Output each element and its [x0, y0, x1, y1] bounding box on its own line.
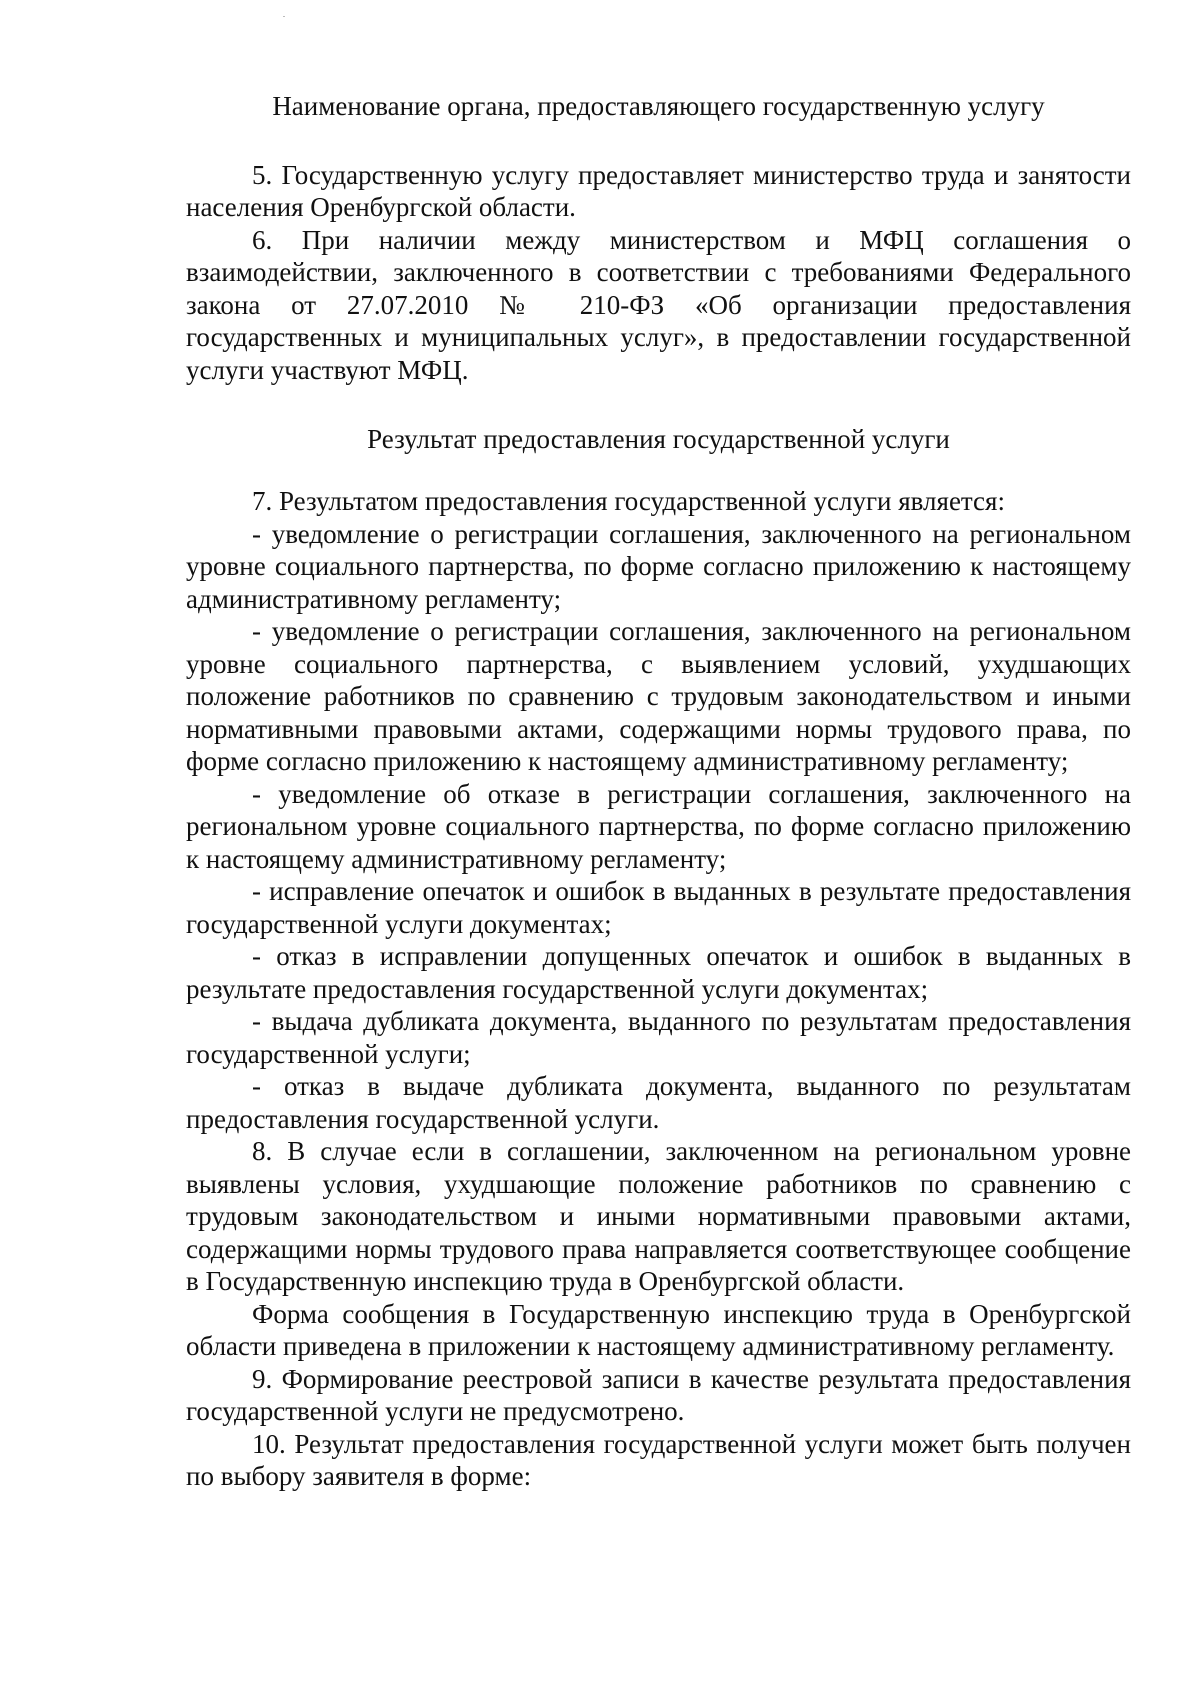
- list-item-notice-registration: - уведомление о регистрации соглашения, заключенного на региональном уровне социального партнерства, по форме согласно приложению к настоящему административному регламенту;: [186, 518, 1131, 614]
- paragraph-10: 10. Результат предоставления государственной услуги может быть получен по выбору заявителя в форме:: [186, 1428, 1131, 1491]
- section-heading-organ: Наименование органа, предоставляющего государственную услугу: [272, 91, 1045, 121]
- list-item-notice-refusal: - уведомление об отказе в регистрации соглашения, заключенного на региональном уровне социального партнерства, по форме согласно приложению к настоящему административному регламенту;: [186, 778, 1131, 874]
- paragraph-5: 5. Государственную услугу предоставляет министерство труда и занятости населения Оренбургской области.: [186, 159, 1131, 222]
- list-item-correction: - исправление опечаток и ошибок в выданных в результате предоставления государственной услуги документах;: [186, 876, 1131, 939]
- section-heading-result: Результат предоставления государственной услуги: [367, 424, 950, 454]
- paragraph-8: 8. В случае если в соглашении, заключенном на региональном уровне выявлены условия, ухудшающие положение работников по сравнению с трудовым законодательством и иными нормативными правовыми актами, содержащими нормы трудового права направляется соответствующее сообщение в Государственную инспекцию труда в Оренбургской области.: [186, 1136, 1131, 1296]
- paragraph-7: 7. Результатом предоставления государственной услуги является:: [252, 486, 1005, 516]
- spacer: [186, 123, 1131, 159]
- section-organ: [186, 90, 1131, 386]
- list-item-notice-registration-conditions: - уведомление о регистрации соглашения, заключенного на региональном уровне социального партнерства, с выявлением условий, ухудшающих положение работников по сравнению с трудовым законодательством и иными нормативными правовыми актами, содержащими нормы трудового права, по форме согласно приложению к настоящему административному регламенту;: [186, 616, 1131, 776]
- scan-speck: [283, 16, 285, 17]
- list-item-correction-refusal: - отказ в исправлении допущенных опечаток и ошибок в выданных в результате предоставления государственной услуги документах;: [186, 941, 1131, 1004]
- list-item-duplicate-refusal: - отказ в выдаче дубликата документа, выданного по результатам предоставления государственной услуги.: [186, 1071, 1131, 1134]
- section-result: [186, 485, 1131, 1493]
- section-result-heading-block: [186, 423, 1131, 456]
- paragraph-9: 9. Формирование реестровой записи в качестве результата предоставления государственной услуги не предусмотрено.: [186, 1363, 1131, 1426]
- list-item-duplicate: - выдача дубликата документа, выданного по результатам предоставления государственной услуги;: [186, 1006, 1131, 1069]
- paragraph-6: 6. При наличии между министерством и МФЦ соглашения о взаимодействии, заключенного в соответствии с требованиями Федерального закона от 27.07.2010 № 210-ФЗ «Об организации предоставления государственных и муниципальных услуг», в предоставлении государственной услуги участвуют МФЦ.: [186, 224, 1131, 385]
- paragraph-form-message: Форма сообщения в Государственную инспекцию труда в Оренбургской области приведена в приложении к настоящему административному регламенту.: [186, 1298, 1131, 1361]
